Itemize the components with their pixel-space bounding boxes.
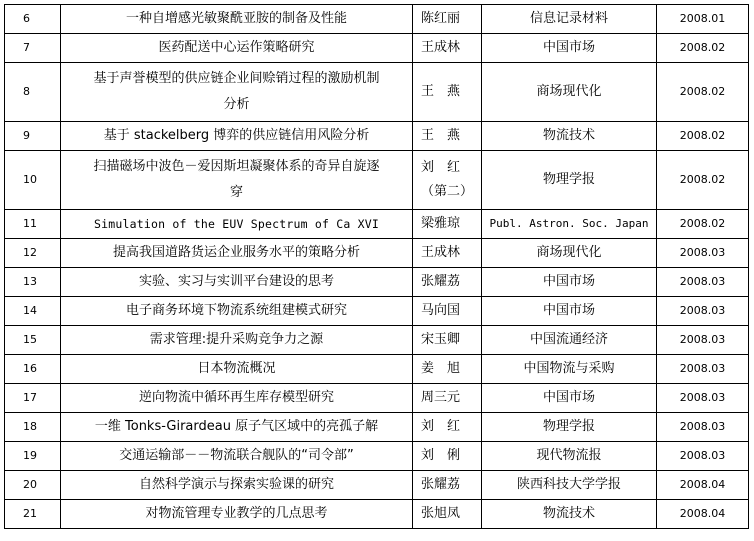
journal-name: Publ. Astron. Soc. Japan xyxy=(482,210,657,239)
journal-name: 信息记录材料 xyxy=(482,5,657,34)
row-number: 14 xyxy=(5,297,61,326)
journal-name: 中国市场 xyxy=(482,384,657,413)
paper-title xyxy=(61,326,413,355)
publish-date: 2008.03 xyxy=(657,268,749,297)
journal-name: 中国市场 xyxy=(482,297,657,326)
row-number: 18 xyxy=(5,413,61,442)
table-row xyxy=(5,63,749,122)
table-row xyxy=(5,5,749,34)
author-name-line: 刘 红 xyxy=(421,419,461,434)
author-name-line: 张耀荔 xyxy=(421,274,461,289)
author-name-line: 宋玉卿 xyxy=(421,332,461,347)
row-number: 17 xyxy=(5,384,61,413)
paper-title xyxy=(61,355,413,384)
paper-title-line: 逆向物流中循环再生库存模型研究 xyxy=(138,390,334,405)
table-row xyxy=(5,413,749,442)
author-name xyxy=(413,210,482,239)
paper-title-line: 扫描磁场中波色－爱因斯坦凝聚体系的奇异自旋逐 xyxy=(93,159,380,174)
publish-date: 2008.02 xyxy=(657,63,749,122)
author-name-line: 马向国 xyxy=(421,303,461,318)
author-name xyxy=(413,268,482,297)
row-number: 21 xyxy=(5,500,61,529)
journal-name: 物理学报 xyxy=(482,413,657,442)
row-number: 6 xyxy=(5,5,61,34)
author-name xyxy=(413,122,482,151)
journal-name: 物理学报 xyxy=(482,151,657,210)
row-number: 20 xyxy=(5,471,61,500)
author-name-line: 陈红丽 xyxy=(421,11,461,26)
table-row xyxy=(5,122,749,151)
paper-title xyxy=(61,122,413,151)
journal-name: 中国流通经济 xyxy=(482,326,657,355)
author-name xyxy=(413,5,482,34)
row-number: 8 xyxy=(5,63,61,122)
author-name-line: 王成林 xyxy=(421,245,461,260)
author-name-line: 姜 旭 xyxy=(421,361,461,376)
publish-date: 2008.03 xyxy=(657,442,749,471)
journal-name: 中国物流与采购 xyxy=(482,355,657,384)
author-name xyxy=(413,413,482,442)
journal-name: 中国市场 xyxy=(482,34,657,63)
author-name-line: 梁雅琼 xyxy=(421,216,461,231)
author-name xyxy=(413,34,482,63)
journal-name: 物流技术 xyxy=(482,500,657,529)
author-name-line: 张耀荔 xyxy=(421,477,461,492)
paper-title-line: 自然科学演示与探索实验课的研究 xyxy=(138,477,334,492)
paper-title-line: 穿 xyxy=(229,185,243,200)
paper-title-line: 基于 stackelberg 博弈的供应链信用风险分析 xyxy=(103,128,370,143)
paper-title-line: 提高我国道路货运企业服务水平的策略分析 xyxy=(112,245,360,260)
paper-title-line: 日本物流概况 xyxy=(197,361,276,376)
author-name xyxy=(413,471,482,500)
paper-title xyxy=(61,500,413,529)
row-number: 16 xyxy=(5,355,61,384)
paper-title-line: 医药配送中心运作策略研究 xyxy=(158,40,315,55)
journal-name: 陕西科技大学学报 xyxy=(482,471,657,500)
paper-title xyxy=(61,5,413,34)
paper-title xyxy=(61,268,413,297)
paper-title xyxy=(61,239,413,268)
publish-date: 2008.03 xyxy=(657,239,749,268)
journal-name: 商场现代化 xyxy=(482,63,657,122)
publish-date: 2008.04 xyxy=(657,471,749,500)
table-row xyxy=(5,268,749,297)
table-row xyxy=(5,239,749,268)
paper-title xyxy=(61,210,413,239)
publish-date: 2008.04 xyxy=(657,500,749,529)
publish-date: 2008.03 xyxy=(657,355,749,384)
publish-date: 2008.02 xyxy=(657,210,749,239)
author-name xyxy=(413,63,482,122)
author-name-line: 周三元 xyxy=(421,390,461,405)
publish-date: 2008.01 xyxy=(657,5,749,34)
author-name xyxy=(413,384,482,413)
table-row xyxy=(5,355,749,384)
author-name-line: 刘 红 xyxy=(421,160,461,175)
paper-title xyxy=(61,413,413,442)
paper-title xyxy=(61,63,413,122)
author-name xyxy=(413,151,482,210)
table-row xyxy=(5,500,749,529)
paper-title-line: 分析 xyxy=(223,97,250,112)
author-name xyxy=(413,239,482,268)
author-name xyxy=(413,355,482,384)
author-name xyxy=(413,500,482,529)
paper-title xyxy=(61,151,413,210)
publish-date: 2008.03 xyxy=(657,384,749,413)
table-row xyxy=(5,210,749,239)
row-number: 12 xyxy=(5,239,61,268)
table-row xyxy=(5,151,749,210)
row-number: 13 xyxy=(5,268,61,297)
author-name xyxy=(413,297,482,326)
row-number: 9 xyxy=(5,122,61,151)
publish-date: 2008.03 xyxy=(657,297,749,326)
journal-name: 现代物流报 xyxy=(482,442,657,471)
author-name-line: 张旭凤 xyxy=(421,506,461,521)
row-number: 15 xyxy=(5,326,61,355)
journal-name: 中国市场 xyxy=(482,268,657,297)
row-number: 7 xyxy=(5,34,61,63)
journal-name: 物流技术 xyxy=(482,122,657,151)
publish-date: 2008.03 xyxy=(657,413,749,442)
paper-title-line: 电子商务环境下物流系统组建模式研究 xyxy=(125,303,347,318)
publication-table xyxy=(4,4,749,529)
author-name xyxy=(413,442,482,471)
paper-title xyxy=(61,384,413,413)
paper-title-line: 基于声誉模型的供应链企业间赊销过程的激励机制 xyxy=(93,71,380,86)
author-name-line: （第二） xyxy=(421,184,474,199)
table-row xyxy=(5,384,749,413)
author-name xyxy=(413,326,482,355)
table-row xyxy=(5,442,749,471)
paper-title xyxy=(61,442,413,471)
paper-title-line: 交通运输部－－物流联合舰队的“司令部” xyxy=(119,448,354,463)
table-row xyxy=(5,326,749,355)
row-number: 10 xyxy=(5,151,61,210)
paper-title-line: 对物流管理专业教学的几点思考 xyxy=(145,506,328,521)
paper-title-line: Simulation of the EUV Spectrum of Ca XVI xyxy=(94,217,379,231)
publish-date: 2008.02 xyxy=(657,151,749,210)
publication-table-body xyxy=(5,5,749,529)
paper-title-line: 一维 Tonks-Girardeau 原子气区域中的亮孤子解 xyxy=(94,419,379,434)
author-name-line: 王 燕 xyxy=(421,128,461,143)
author-name-line: 王 燕 xyxy=(421,84,461,99)
row-number: 19 xyxy=(5,442,61,471)
author-name-line: 刘 俐 xyxy=(421,448,461,463)
paper-title-line: 需求管理:提升采购竞争力之源 xyxy=(149,332,324,347)
publish-date: 2008.02 xyxy=(657,34,749,63)
paper-title xyxy=(61,34,413,63)
paper-title xyxy=(61,471,413,500)
publish-date: 2008.02 xyxy=(657,122,749,151)
publish-date: 2008.03 xyxy=(657,326,749,355)
table-row xyxy=(5,34,749,63)
paper-title xyxy=(61,297,413,326)
row-number: 11 xyxy=(5,210,61,239)
paper-title-line: 一种自增感光敏聚酰亚胺的制备及性能 xyxy=(125,11,347,26)
journal-name: 商场现代化 xyxy=(482,239,657,268)
table-row xyxy=(5,471,749,500)
author-name-line: 王成林 xyxy=(421,40,461,55)
paper-title-line: 实验、实习与实训平台建设的思考 xyxy=(138,274,334,289)
table-row xyxy=(5,297,749,326)
